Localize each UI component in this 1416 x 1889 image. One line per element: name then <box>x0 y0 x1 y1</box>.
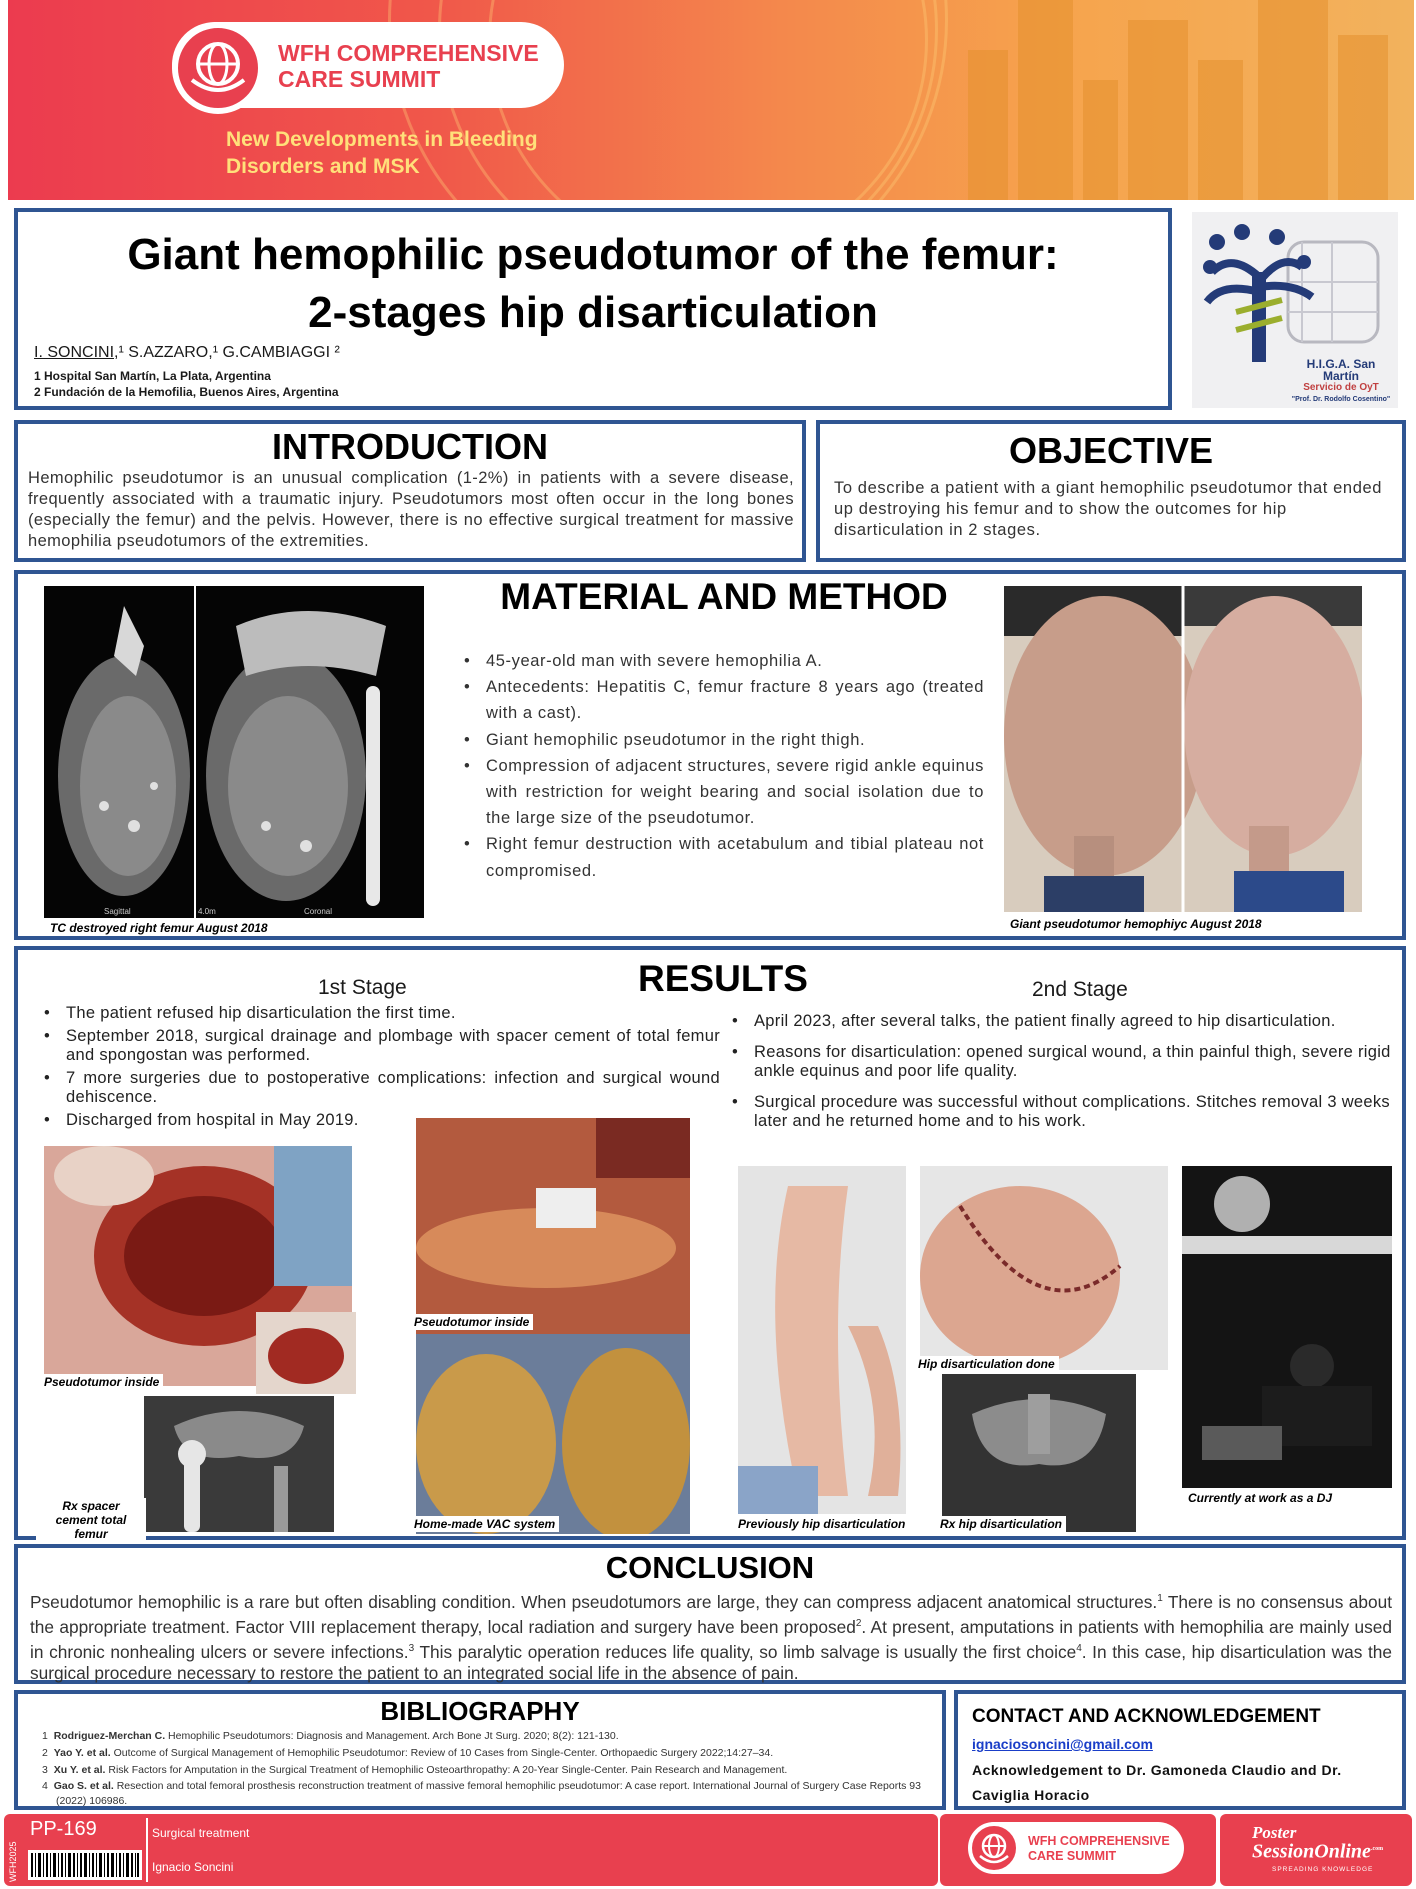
city-building <box>968 50 1008 200</box>
footer-side-code <box>8 1820 24 1882</box>
list-item: • Surgical procedure was successful without complications. Stitches removal 3 weeks later and he returned home and to his work. <box>728 1093 1408 1131</box>
list-item: • 7 more surgeries due to postoperative complications: infection and surgical wound dehiscence. <box>40 1069 720 1107</box>
pso-tagline: SPREADING KNOWLEDGE <box>1272 1866 1374 1873</box>
contact-heading: CONTACT AND ACKNOWLEDGEMENT <box>972 1706 1321 1727</box>
list-item: • 45-year-old man with severe hemophilia A. <box>460 648 984 674</box>
vac-system-photo <box>416 1334 690 1534</box>
list-item: • Right femur destruction with acetabulum and tibial plateau not compromised. <box>460 831 984 883</box>
bibliography-heading: BIBLIOGRAPHY <box>380 1696 580 1726</box>
objective-box <box>816 420 1406 562</box>
hospital-logo-dept: Servicio de OyT <box>1303 382 1379 393</box>
results-box <box>14 946 1406 1540</box>
footer-bar <box>4 1814 938 1886</box>
co-authors: ,¹ S.AZZARO,¹ G.CAMBIAGGI ² <box>114 344 340 361</box>
vac-caption: Home-made VAC system <box>410 1516 559 1532</box>
ct-caption: TC destroyed right femur August 2018 <box>46 920 272 936</box>
list-item: • Discharged from hospital in May 2019. <box>40 1111 720 1130</box>
contact-email-link[interactable]: ignaciosoncini@gmail.com <box>972 1736 1153 1752</box>
list-item: • September 2018, surgical drainage and plombage with spacer cement of total femur and spongostan was performed. <box>40 1027 720 1065</box>
poster-title <box>18 226 1168 342</box>
introduction-text: Hemophilic pseudotumor is an unusual complication (1-2%) in patients with a severe disease, frequently associated with a traumatic injury. Pseudotumors most often occur in the long bones (especially the femur) and the pelvis. However, there is no effective surgical treatment for massive hemophilia pseudotumors of the extremities. <box>28 469 794 550</box>
reference-list <box>42 1728 942 1809</box>
reference-item: 3 Xu Y. et al. Risk Factors for Amputation in the Surgical Treatment of Hemophilic Osteoarthropathy: A 20-Year Single-Center. Pain Research and Management. <box>42 1764 788 1776</box>
hip-done-photo <box>920 1166 1168 1370</box>
ct-label-scale: 4.0m <box>198 907 216 916</box>
pseudotumor-sample-photo <box>256 1312 356 1394</box>
reference-item: 2 Yao Y. et al. Outcome of Surgical Management of Hemophilic Pseudotumor: Review of 10 Cases from Single-Center. Orthopaedic Surgery 2022;14:27–34. <box>42 1747 774 1759</box>
banner-subtitle <box>226 126 626 180</box>
previous-hip-photo <box>738 1166 906 1514</box>
pseudotumor-inside-caption-2: Pseudotumor inside <box>410 1314 533 1330</box>
banner-subtitle-line1: New Developments in Bleeding <box>226 128 538 151</box>
list-item: • Antecedents: Hepatitis C, femur fracture 8 years ago (treated with a cast). <box>460 674 984 726</box>
objective-text: To describe a patient with a giant hemophilic pseudotumor that ended up destroying his femur and to show the outcomes for hip disarticulation in 2 stages. <box>834 479 1383 539</box>
surgery-photo-2 <box>416 1118 690 1336</box>
stage1-bullet-list <box>40 1004 720 1130</box>
rx-spacer-caption: Rx spacer cement total femur <box>36 1498 146 1542</box>
hip-done-caption: Hip disarticulation done <box>914 1356 1059 1372</box>
city-building <box>1083 80 1118 200</box>
footer-author: Ignacio Soncini <box>152 1860 234 1874</box>
city-building <box>1258 0 1328 200</box>
reference-item: 1 Rodriguez-Merchan C. Hemophilic Pseudotumors: Diagnosis and Management. Arch Bone Jt Surg. 2020; 8(2): 121-130. <box>42 1730 619 1742</box>
method-box <box>14 570 1406 940</box>
dj-caption: Currently at work as a DJ <box>1184 1490 1336 1506</box>
summit-logo-text <box>278 40 558 92</box>
footer-summit-text <box>1028 1834 1170 1864</box>
conclusion-text <box>30 1588 1392 1684</box>
hospital-logo-name: H.I.G.A. San Martín <box>1306 357 1376 383</box>
side-code-text: WFH2025 <box>8 1841 18 1882</box>
city-building <box>1338 35 1388 200</box>
first-author: I. SONCINI <box>34 344 115 361</box>
citation-4: 4 <box>1076 1642 1082 1654</box>
hospital-logo-text <box>1288 358 1394 406</box>
contact-box <box>954 1690 1406 1810</box>
title-box <box>14 208 1172 410</box>
hospital-logo <box>1192 212 1398 408</box>
method-heading: MATERIAL AND METHOD <box>500 576 948 617</box>
summit-logo-line1: WFH COMPREHENSIVE <box>278 40 539 66</box>
dj-photo <box>1182 1166 1392 1488</box>
footer-summit-line1: WFH COMPREHENSIVE <box>1028 1834 1170 1848</box>
ct-label-coronal: Coronal <box>304 907 333 916</box>
pseudotumor-inside-caption-1: Pseudotumor inside <box>40 1374 163 1390</box>
pso-domain: .com <box>1370 1846 1384 1852</box>
ct-coronal-image <box>196 586 424 918</box>
affiliations <box>34 368 339 400</box>
barcode-icon <box>28 1850 142 1880</box>
conclusion-box <box>14 1544 1406 1684</box>
citation-3: 3 <box>408 1642 415 1654</box>
introduction-heading: INTRODUCTION <box>272 426 548 467</box>
introduction-box <box>14 420 806 562</box>
conclusion-text-part: . At present, amputations in patients with hemophilia are mainly used in chronic nonhealing ulcers or severe infections. <box>30 1616 1392 1662</box>
poster-title-line2: 2-stages hip disarticulation <box>308 288 878 337</box>
list-item: • The patient refused hip disarticulation the first time. <box>40 1004 720 1023</box>
city-building <box>1128 20 1188 200</box>
authors <box>34 344 340 362</box>
conclusion-text-part: Pseudotumor hemophilic is a rare but often disabling condition. When pseudotumors are large, they can compress adjacent anatomical structures. <box>30 1591 1158 1612</box>
stage2-bullet-list <box>728 1012 1408 1131</box>
hospital-logo-prof: "Prof. Dr. Rodolfo Cosentino" <box>1291 396 1391 403</box>
conclusion-text-part: There is no consensus about the appropriate treatment. Factor VIII replacement therapy, local radiation and surgery have been proposed <box>30 1591 1392 1637</box>
stage1-heading: 1st Stage <box>318 976 407 999</box>
list-item: • Reasons for disarticulation: opened surgical wound, a thin painful thigh, severe rigid ankle equinus and poor life quality. <box>728 1043 1408 1081</box>
method-bullet-list <box>460 648 984 884</box>
pso-line1: Poster <box>1252 1823 1297 1842</box>
conclusion-heading: CONCLUSION <box>605 1550 815 1585</box>
ct-sagittal-image <box>44 586 194 918</box>
pso-name: SessionOnline <box>1252 1840 1371 1863</box>
city-building <box>1018 0 1073 200</box>
pso-line2 <box>1252 1841 1383 1861</box>
conclusion-text-part: . In this case, hip disarticulation was the surgical procedure necessary to restore the patient to an integrated social life in the absence of pain. <box>30 1641 1392 1684</box>
footer-divider <box>146 1818 148 1882</box>
citation-2: 2 <box>855 1617 862 1629</box>
rx-hip-caption: Rx hip disarticulation <box>936 1516 1066 1532</box>
tree-logo-icon <box>1192 212 1398 372</box>
bibliography-box <box>14 1690 946 1810</box>
leg-photo <box>1004 586 1362 912</box>
acknowledgement-text: Acknowledgement to Dr. Gamoneda Claudio and Dr. Caviglia Horacio <box>972 1762 1342 1803</box>
ct-label-sagittal: Sagittal <box>104 907 131 916</box>
banner-subtitle-line2: Disorders and MSK <box>226 155 420 178</box>
stage2-heading: 2nd Stage <box>1032 978 1128 1001</box>
list-item: • Compression of adjacent structures, severe rigid ankle equinus with restriction for weight bearing and social isolation due to the large size of the pseudotumor. <box>460 753 984 832</box>
leg-photo-caption: Giant pseudotumor hemophiyc August 2018 <box>1006 916 1266 932</box>
results-heading: RESULTS <box>638 958 808 999</box>
footer-category: Surgical treatment <box>152 1826 250 1840</box>
rx-spacer-image <box>144 1396 334 1532</box>
globe-hand-icon <box>172 22 264 114</box>
list-item: • April 2023, after several talks, the patient finally agreed to hip disarticulation. <box>728 1012 1408 1031</box>
poster-title-line1: Giant hemophilic pseudotumor of the femur: <box>127 230 1059 279</box>
poster-id: PP-169 <box>30 1818 97 1840</box>
objective-heading: OBJECTIVE <box>1008 430 1214 471</box>
previous-hip-caption: Previously hip disarticulation <box>734 1516 909 1532</box>
footer-summit-line2: CARE SUMMIT <box>1028 1849 1117 1863</box>
reference-item: 4 Gao S. et al. Resection and total femoral prosthesis reconstruction treatment of massive femoral hemophilic pseudotumor: A case report. International Journal of Surgery Case Reports 93 (2022) 106986. <box>42 1780 921 1807</box>
affiliation-1: 1 Hospital San Martín, La Plata, Argentina <box>34 369 271 383</box>
city-building <box>1198 60 1243 200</box>
citation-1: 1 <box>1157 1593 1163 1604</box>
affiliation-2: 2 Fundación de la Hemofilia, Buenos Aires, Argentina <box>34 385 339 399</box>
globe-hand-icon <box>968 1822 1020 1874</box>
summit-logo-line2: CARE SUMMIT <box>278 66 441 92</box>
rx-hip-image <box>942 1374 1136 1532</box>
conclusion-text-part: This paralytic operation reduces life quality, so limb salvage is usually the first choice <box>414 1641 1077 1662</box>
poster-session-online-logo <box>1252 1824 1383 1861</box>
list-item: • Giant hemophilic pseudotumor in the right thigh. <box>460 727 984 753</box>
